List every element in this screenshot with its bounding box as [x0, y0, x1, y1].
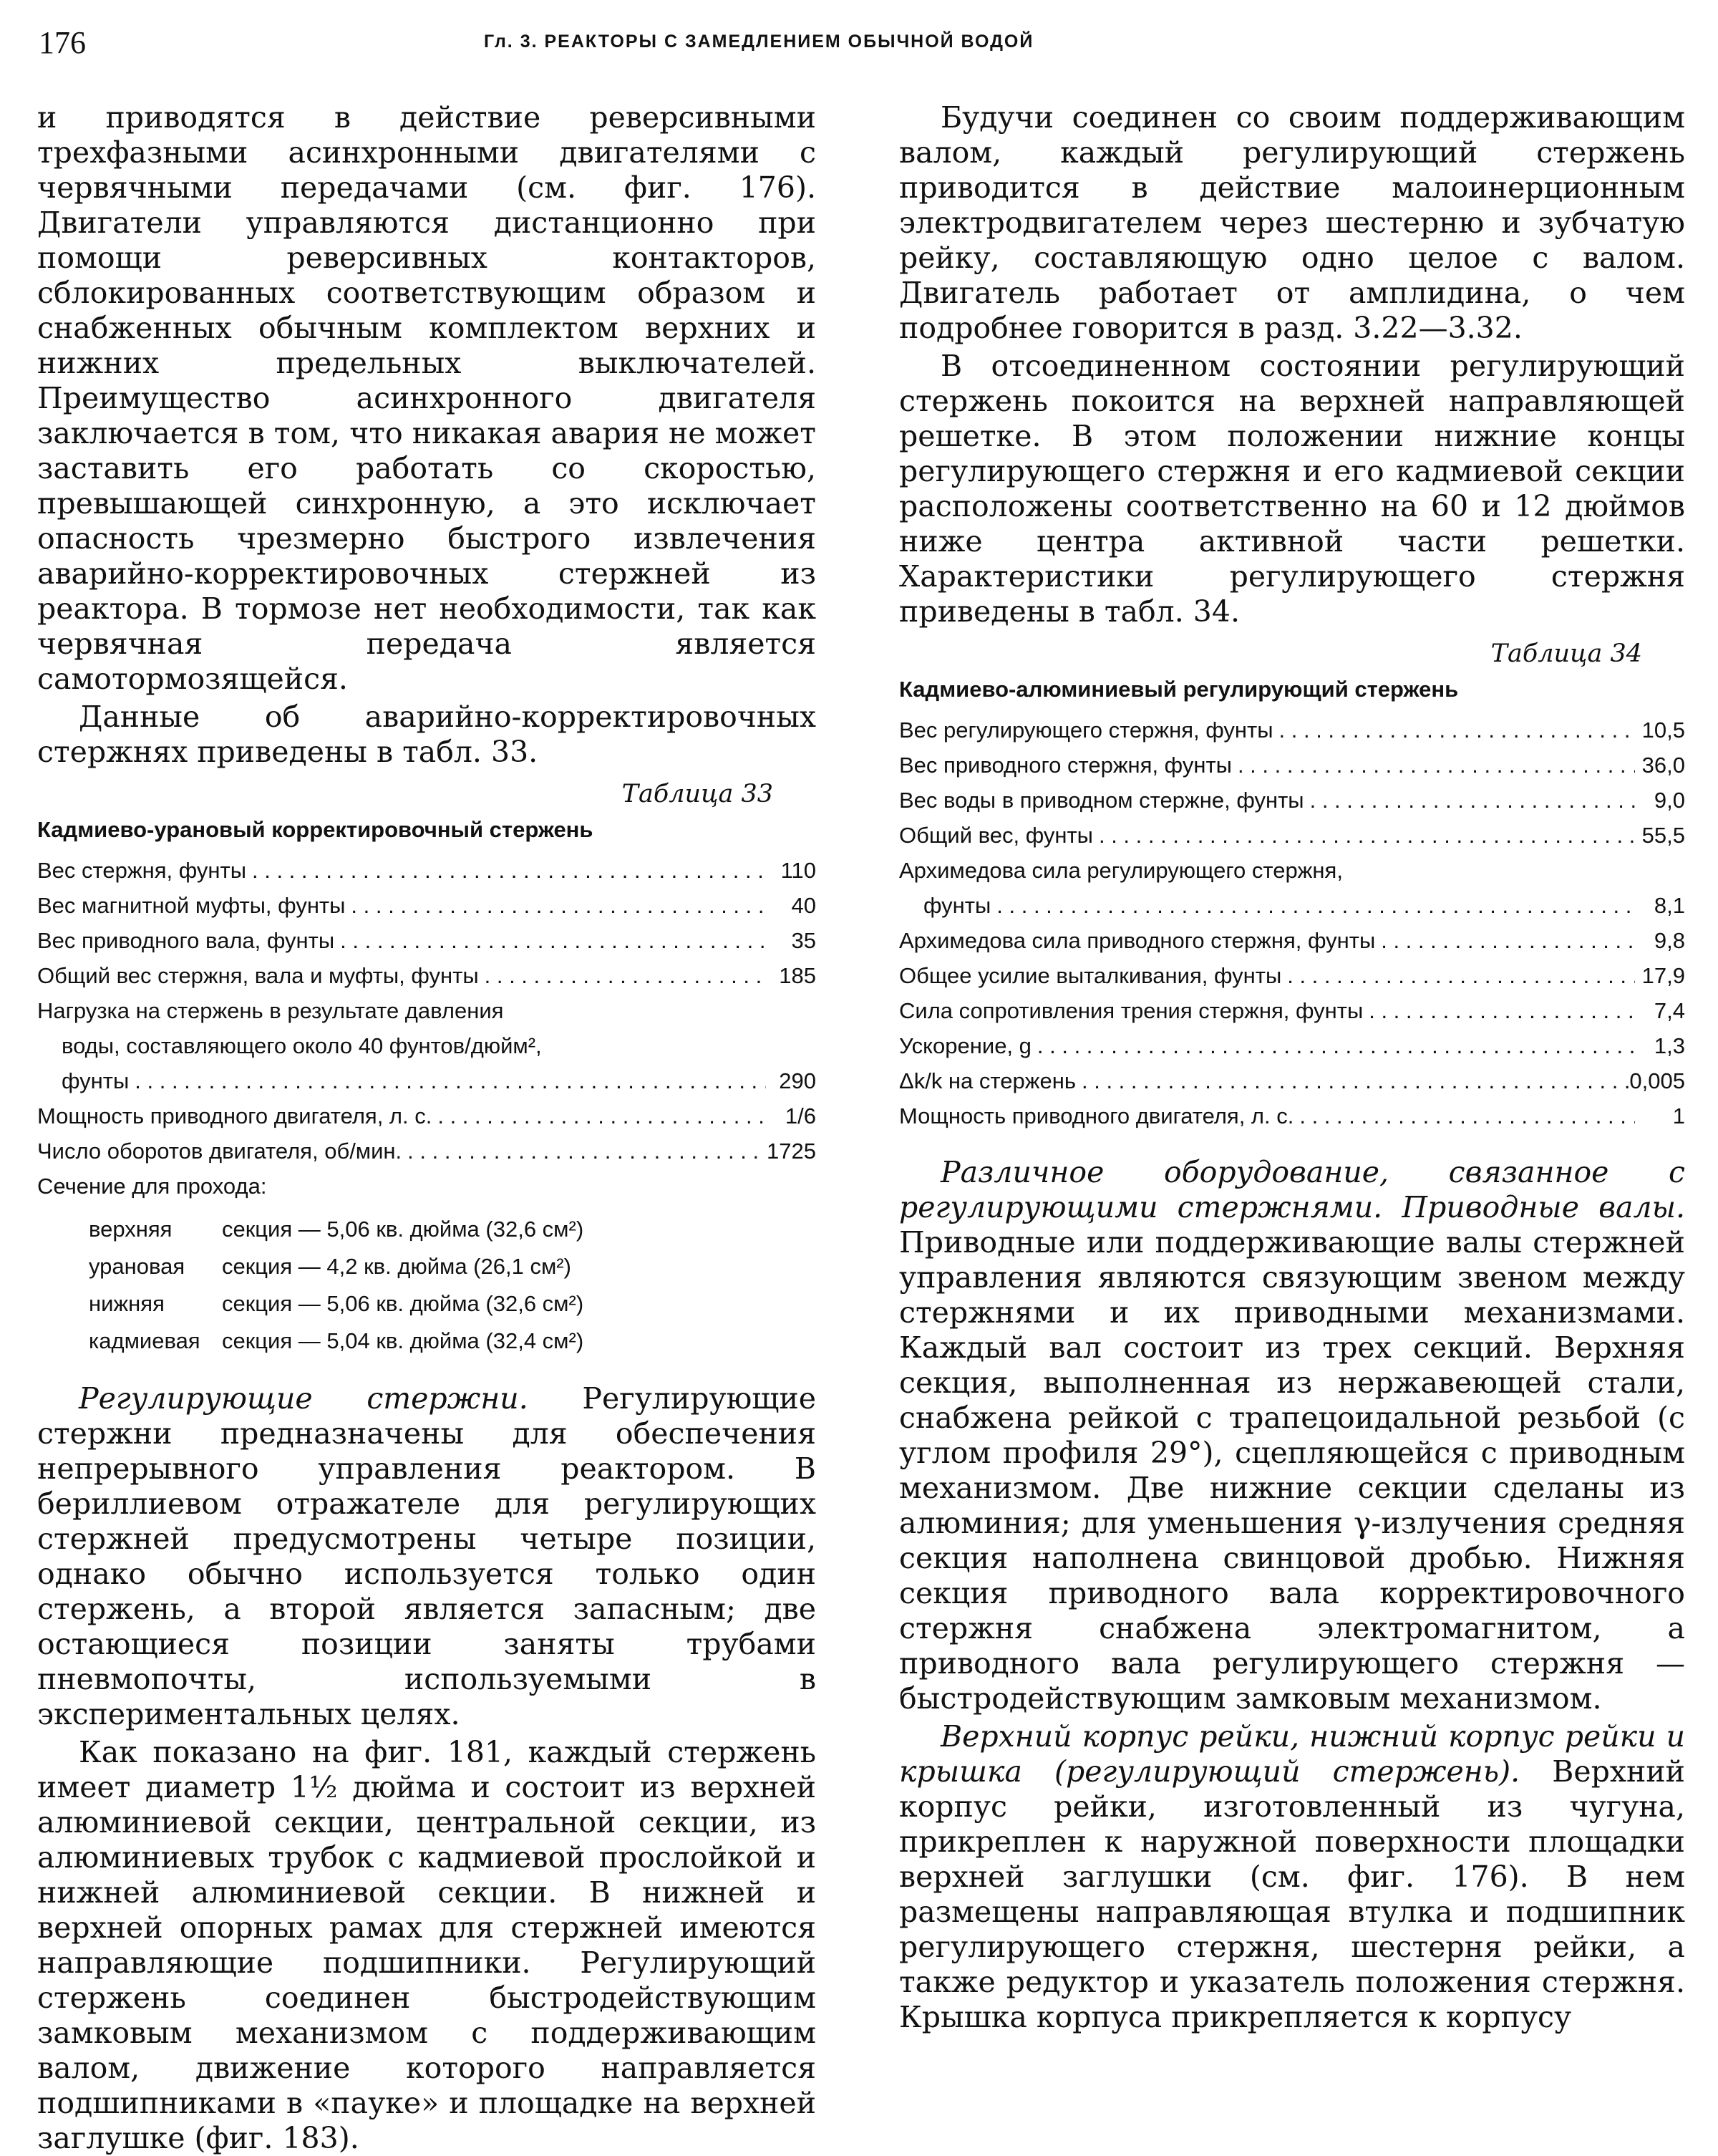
paragraph: Будучи соединен со своим поддерживающим валом, каждый регулирующий стержень приводится в действие малоинерционным электродвигателем через шестерню и зубчатую рейку, составляющую одно целое с валом. Двигатель работает от амплидина, о чем подробнее говорится в разд. 3.22—3.32. [899, 100, 1685, 345]
row-value: 110 [780, 858, 816, 883]
paragraph-body: Приводные или поддерживающие валы стержней управления являются связующим звеном между стержнями и их приводными механизмами. Каждый вал состоит из трех секций. Верхняя секция, выполненная из нержавеющей стали, снабжена рейкой с трапецоидальной резьбой (с углом профиля 29°), сцепляющейся с приводным механизмом. Две нижние секции сделаны из алюминия; для уменьшения γ-излучения средняя секция наполнена свинцовой дробью. Нижняя секция приводного вала корректировочного стержня снабжена электромагнитом, а приводного вала регулирующего стержня — быстродействующим замковым механизмом. [899, 1225, 1685, 1716]
row-value: 185 [779, 963, 816, 988]
section-heading: Сечение для прохода: [37, 1174, 267, 1199]
row-label: Вес стержня, фунты [37, 858, 246, 883]
table-row [899, 712, 1685, 748]
row-label: Вес магнитной муфты, фунты [37, 893, 346, 918]
table-row [899, 818, 1685, 853]
row-value: 36,0 [1641, 753, 1685, 778]
row-label: Общий вес, фунты [899, 823, 1093, 848]
paragraph [37, 1381, 816, 1732]
section-name: урановая [89, 1254, 185, 1279]
table-row [899, 783, 1685, 818]
table-33 [37, 780, 816, 1360]
row-label: Вес приводного вала, фунты [37, 928, 335, 953]
section-row [89, 1248, 816, 1285]
page-number: 176 [39, 25, 86, 60]
paragraph: В отсоединенном состоянии регулирующий стержень покоится на верхней направляющей решетке. В этом положении нижние концы регулирующего стержня и его кадмиевой секции расположены соответственно на 60 и 12 дюймов ниже центра активной части решетки. Характеристики регулирующего стержня приведены в табл. 34. [899, 349, 1685, 629]
row-label: Нагрузка на стержень в результате давления [37, 998, 504, 1023]
row-label: Ускорение, g [899, 1033, 1032, 1058]
section-value: секция — 5,06 кв. дюйма (32,6 см²) [222, 1291, 584, 1316]
table-title: Кадмиево-алюминиевый регулирующий стержень [899, 677, 1459, 702]
row-label: Общее усилие выталкивания, фунты [899, 963, 1282, 988]
row-value: 1 [1672, 1103, 1685, 1128]
paragraph-lead: Различное оборудование, связанное с регулирующими стержнями. Приводные валы. [899, 1155, 1685, 1224]
row-value: 9,8 [1654, 928, 1685, 953]
section-row [89, 1323, 816, 1360]
row-value: 40 [791, 893, 816, 918]
row-label: Вес воды в приводном стержне, фунты [899, 788, 1304, 813]
page-header [26, 24, 1694, 67]
row-value: 0,005 [1629, 1068, 1685, 1093]
row-value: 17,9 [1641, 963, 1685, 988]
paragraph-lead: Регулирующие стержни. [79, 1381, 528, 1416]
row-value: 35 [791, 928, 816, 953]
row-label: фунты [62, 1068, 130, 1093]
row-value: 10,5 [1641, 717, 1685, 743]
table-row [37, 1133, 816, 1169]
section-row [89, 1211, 816, 1248]
table-row [899, 1098, 1685, 1133]
row-label: Вес регулирующего стержня, фунты [899, 717, 1273, 743]
row-label: воды, составляющего около 40 фунтов/дюйм², [62, 1033, 542, 1058]
row-label: Архимедова сила регулирующего стержня, [899, 858, 1343, 883]
row-label: Δk/k на стержень [899, 1068, 1076, 1093]
table-row [899, 888, 1685, 923]
row-label: Мощность приводного двигателя, л. с. [899, 1103, 1294, 1128]
row-value: 55,5 [1641, 823, 1685, 848]
paragraph-lead: Верхний корпус рейки, нижний корпус рейки и крышка (регулирующий стержень). [899, 1719, 1685, 1789]
row-label: Архимедова сила приводного стержня, фунты [899, 928, 1376, 953]
section-name: кадмиевая [89, 1328, 200, 1353]
table-title: Кадмиево-урановый корректировочный стержень [37, 817, 593, 842]
row-value: 1,3 [1654, 1033, 1685, 1058]
paragraph-body: Верхний корпус рейки, изготовленный из чугуна, прикреплен к наружной поверхности площадки верхней заглушки (см. фиг. 176). В нем размещены направляющая втулка и подшипник регулирующего стержня, шестерня рейки, а также редуктор и указатель положения стержня. Крышка корпуса прикрепляется к корпусу [899, 1754, 1685, 2034]
table-row [37, 958, 816, 993]
table-row [37, 1063, 816, 1098]
table-34 [899, 639, 1685, 1133]
row-value: 1725 [767, 1139, 816, 1164]
paragraph: Данные об аварийно-корректировочных стержнях приведены в табл. 33. [37, 700, 816, 769]
right-column [899, 100, 1685, 2035]
row-value: 290 [779, 1068, 816, 1093]
section-row [89, 1285, 816, 1323]
paragraph: Как показано на фиг. 181, каждый стержень имеет диаметр 1½ дюйма и состоит из верхней алюминиевой секции, центральной секции, из алюминиевых трубок с кадмиевой прослойкой и нижней алюминиевой секции. В нижней и верхней опорных рамах для стержней имеются направляющие подшипники. Регулирующий стержень соединен быстродействующим замковым механизмом с поддерживающим валом, движение которого направляется подшипниками в «пауке» и площадке на верхней заглушке (фиг. 183). [37, 1735, 816, 2155]
table-row [899, 1063, 1685, 1098]
table-row [899, 958, 1685, 993]
table-row [899, 1028, 1685, 1063]
paragraph [899, 1155, 1685, 1716]
section-value: секция — 5,06 кв. дюйма (32,6 см²) [222, 1217, 584, 1242]
section-list [89, 1211, 816, 1360]
row-label: Сила сопротивления трения стержня, фунты [899, 998, 1364, 1023]
table-caption: Таблица 34 [1490, 639, 1642, 668]
table-caption: Таблица 33 [621, 780, 773, 808]
row-value: 8,1 [1654, 893, 1685, 918]
table-row [37, 853, 816, 888]
row-label: Число оборотов двигателя, об/мин. [37, 1139, 402, 1164]
row-value: 9,0 [1654, 788, 1685, 813]
table-row [37, 888, 816, 923]
paragraph-body: Регулирующие стержни предназначены для обеспечения непрерывного управления реактором. В бериллиевом отражателе для регулирующих стержней предусмотрены четыре позиции, однако обычно используется только один стержень, а второй является запасным; две остающиеся позиции заняты трубами пневмопочты, используемыми в экспериментальных целях. [37, 1381, 816, 1731]
row-value: 1/6 [785, 1103, 816, 1128]
running-title: Гл. 3. РЕАКТОРЫ С ЗАМЕДЛЕНИЕМ ОБЫЧНОЙ ВОДОЙ [484, 32, 1034, 52]
section-value: секция — 5,04 кв. дюйма (32,4 см²) [222, 1328, 584, 1353]
paragraph [899, 1719, 1685, 2035]
section-value: секция — 4,2 кв. дюйма (26,1 см²) [222, 1254, 571, 1279]
table-row [899, 923, 1685, 958]
table-row [899, 993, 1685, 1028]
section-name: верхняя [89, 1217, 173, 1242]
row-value: 7,4 [1654, 998, 1685, 1023]
row-label: фунты [923, 893, 991, 918]
section-name: нижняя [89, 1291, 165, 1316]
paragraph: и приводятся в действие реверсивными трехфазными асинхронными двигателями с червячными передачами (см. фиг. 176). Двигатели управляются дистанционно при помощи реверсивных контакторов, сблокированных соответствующим образом и снабженных обычным комплектом верхних и нижних предельных выключателей. Преимущество асинхронного двигателя заключается в том, что никакая авария не может заставить его работать со скоростью, превышающей синхронную, а это исключает опасность чрезмерно быстрого извлечения аварийно-корректировочных стержней из реактора. В тормозе нет необходимости, так как червячная передача является самотормозящейся. [37, 100, 816, 696]
table-row [37, 923, 816, 958]
row-label: Общий вес стержня, вала и муфты, фунты [37, 963, 479, 988]
row-label: Мощность приводного двигателя, л. с. [37, 1103, 432, 1128]
table-row [899, 748, 1685, 783]
left-column [37, 100, 816, 2156]
row-label: Вес приводного стержня, фунты [899, 753, 1232, 778]
table-row [37, 1098, 816, 1133]
